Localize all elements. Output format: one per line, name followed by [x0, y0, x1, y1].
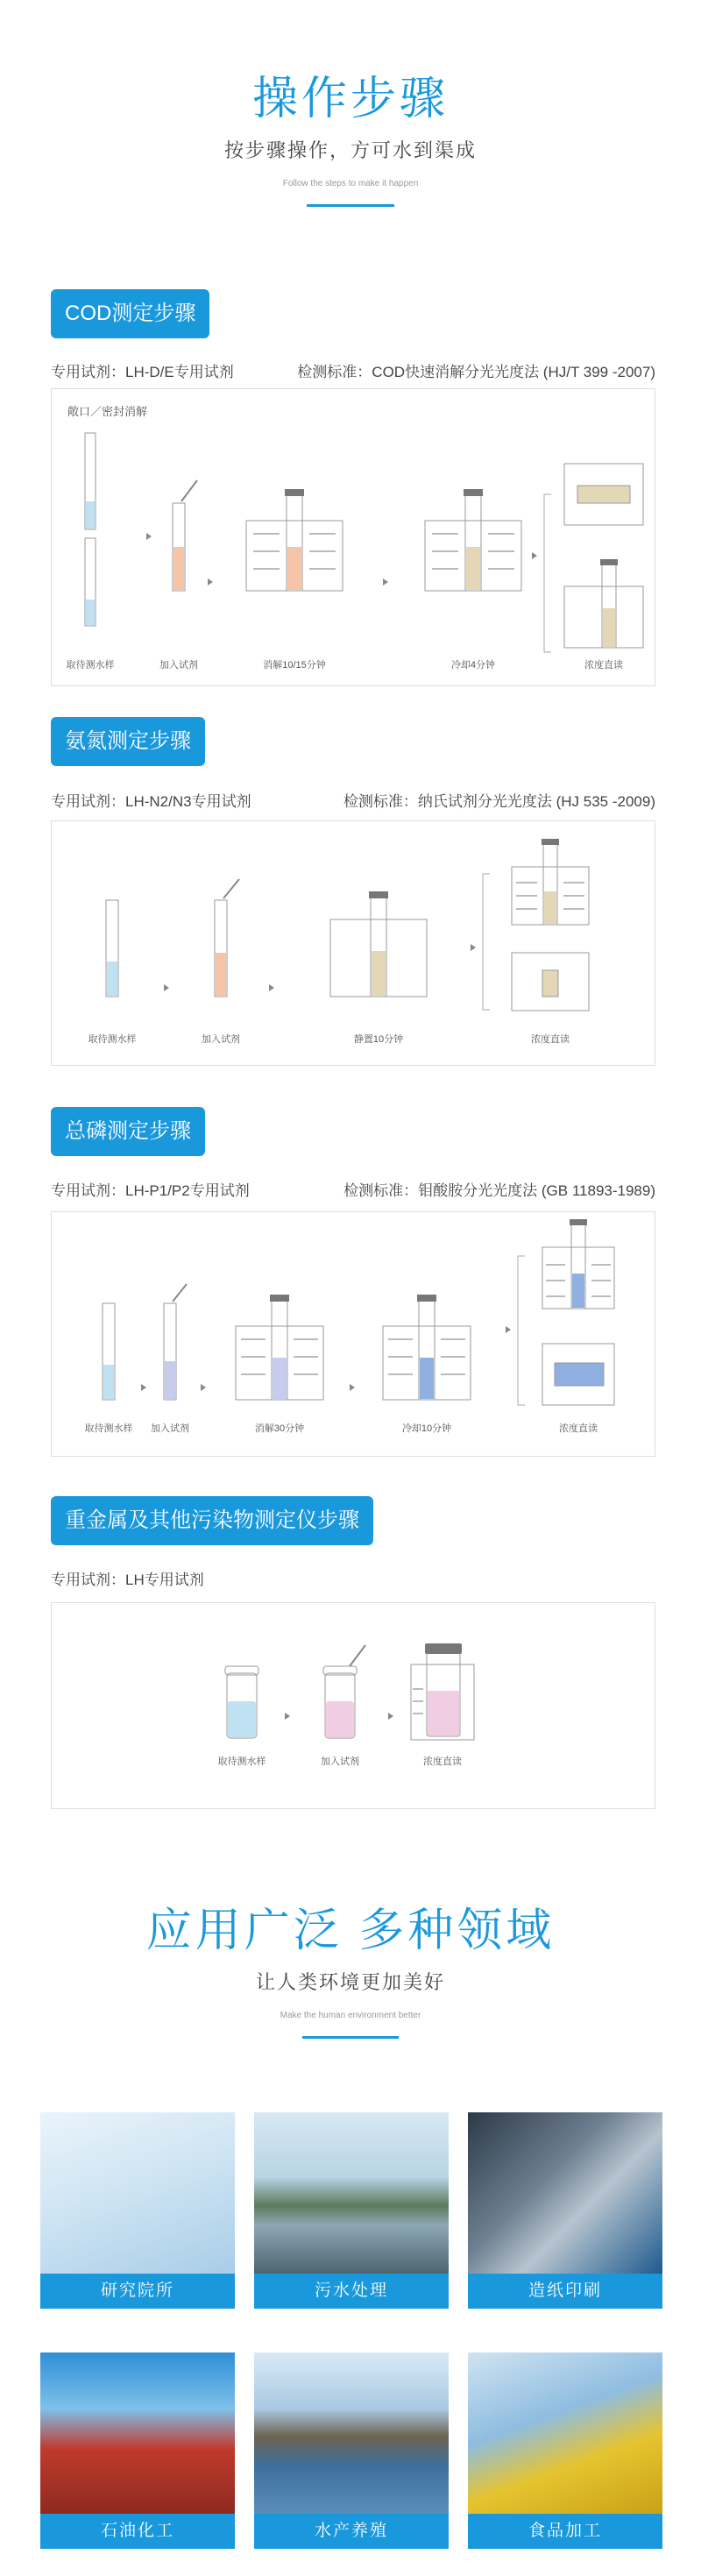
nh-step-4: 浓度直读	[531, 1034, 570, 1045]
app-label: 食品加工	[468, 2514, 662, 2549]
hm-step-1: 取待测水样	[217, 1756, 266, 1767]
tp-step-5: 浓度直读	[559, 1423, 598, 1434]
sewage-photo	[254, 2112, 449, 2274]
tp-diagram	[51, 1211, 655, 1457]
nh-section-title: 氨氮测定步骤	[51, 717, 205, 766]
page-subtitle: 按步骤操作，方可水到渠成	[223, 139, 477, 161]
hm-reagent-vial-icon	[323, 1645, 365, 1738]
aquaculture-photo	[254, 2352, 449, 2514]
app-label: 污水处理	[254, 2274, 449, 2309]
title-underline	[307, 204, 394, 207]
app-tile-aquaculture	[254, 2352, 449, 2549]
cod-step-3: 消解10/15分钟	[263, 660, 326, 671]
apps-title-underline	[302, 2036, 399, 2039]
tp-reading-icon	[542, 1219, 614, 1405]
apps-english-caption: Make the human environment better	[280, 2011, 421, 2020]
hm-reading-icon	[411, 1643, 474, 1740]
printing-photo	[468, 2112, 662, 2274]
page-title: 操作步骤	[251, 74, 449, 124]
cod-step-2: 加入试剂	[159, 660, 198, 671]
hm-info	[51, 1567, 655, 1589]
food-photo	[468, 2352, 662, 2514]
steps-header	[0, 61, 701, 207]
cod-diagram	[51, 388, 655, 686]
cod-reagent-tube-icon	[173, 480, 197, 591]
apps-title: 应用广泛 多种领域	[145, 1905, 556, 1956]
apps-subtitle: 让人类环境更加美好	[255, 1971, 445, 1993]
hm-section-title: 重金属及其他污染物测定仪步骤	[51, 1496, 373, 1545]
nh-diagram	[51, 820, 655, 1066]
petrochemical-photo	[40, 2352, 235, 2514]
cod-step-1: 取待测水样	[66, 660, 115, 671]
nh-step-3: 静置10分钟	[353, 1034, 404, 1045]
nh-reading-icon	[512, 839, 589, 1011]
application-grid	[40, 2112, 662, 2568]
tp-sample-tube-icon	[103, 1303, 115, 1400]
hm-reagent: 专用试剂：LH专用试剂	[51, 1572, 204, 1588]
cod-info	[51, 359, 655, 381]
app-label: 水产养殖	[254, 2514, 449, 2549]
tp-standard: 检测标准：钼酸胺分光光度法 (GB 11893-1989)	[343, 1182, 655, 1199]
cod-reagent: 专用试剂：LH-D/E专用试剂	[51, 364, 234, 380]
tp-step-3: 消解30分钟	[254, 1423, 305, 1434]
cod-note: 敞口／密封消解	[67, 405, 148, 418]
hm-step-2: 加入试剂	[321, 1756, 359, 1767]
hm-diagram	[51, 1602, 655, 1809]
nh-rest-icon	[330, 891, 427, 997]
nh-reagent-tube-icon	[215, 879, 239, 997]
tp-reagent-tube-icon	[164, 1284, 187, 1400]
hm-step-3: 浓度直读	[423, 1756, 462, 1767]
tp-section-title: 总磷测定步骤	[51, 1107, 205, 1156]
nh-reagent: 专用试剂：LH-N2/N3专用试剂	[51, 793, 251, 810]
cod-digestion-icon	[246, 489, 343, 591]
nh-sample-tube-icon	[106, 900, 118, 997]
app-label: 研究院所	[40, 2274, 235, 2309]
research-photo	[40, 2112, 235, 2274]
app-tile-food	[468, 2352, 662, 2549]
tp-cooling-icon	[383, 1295, 471, 1400]
cod-step-5: 浓度直读	[584, 660, 623, 671]
tp-step-2: 加入试剂	[151, 1423, 189, 1434]
tp-info	[51, 1178, 655, 1200]
page-english-caption: Follow the steps to make it happen	[282, 179, 419, 188]
nh-info	[51, 789, 655, 811]
nh-standard: 检测标准：纳氏试剂分光光度法 (HJ 535 -2009)	[343, 793, 655, 810]
cod-reading-icon	[564, 464, 643, 648]
cod-section-title: COD测定步骤	[51, 289, 209, 338]
cod-standard: 检测标准：COD快速消解分光光度法 (HJ/T 399 -2007)	[297, 364, 655, 380]
app-label: 石油化工	[40, 2514, 235, 2549]
tp-digestion-icon	[236, 1295, 323, 1400]
app-tile-petrochemical	[40, 2352, 235, 2549]
app-tile-sewage	[254, 2112, 449, 2309]
app-tile-research	[40, 2112, 235, 2309]
app-tile-printing	[468, 2112, 662, 2309]
tp-reagent: 专用试剂：LH-P1/P2专用试剂	[51, 1182, 250, 1199]
hm-sample-vial-icon	[225, 1666, 258, 1738]
cod-cooling-icon	[425, 489, 521, 591]
nh-step-1: 取待测水样	[88, 1034, 137, 1045]
nh-step-2: 加入试剂	[202, 1034, 240, 1045]
cod-step-4: 冷却4分钟	[450, 660, 496, 671]
tp-step-4: 冷却10分钟	[401, 1423, 452, 1434]
cod-sample-tube-icon	[85, 433, 96, 626]
tp-step-1: 取待测水样	[84, 1423, 133, 1434]
app-label: 造纸印刷	[468, 2274, 662, 2309]
apps-header	[0, 1893, 701, 2039]
